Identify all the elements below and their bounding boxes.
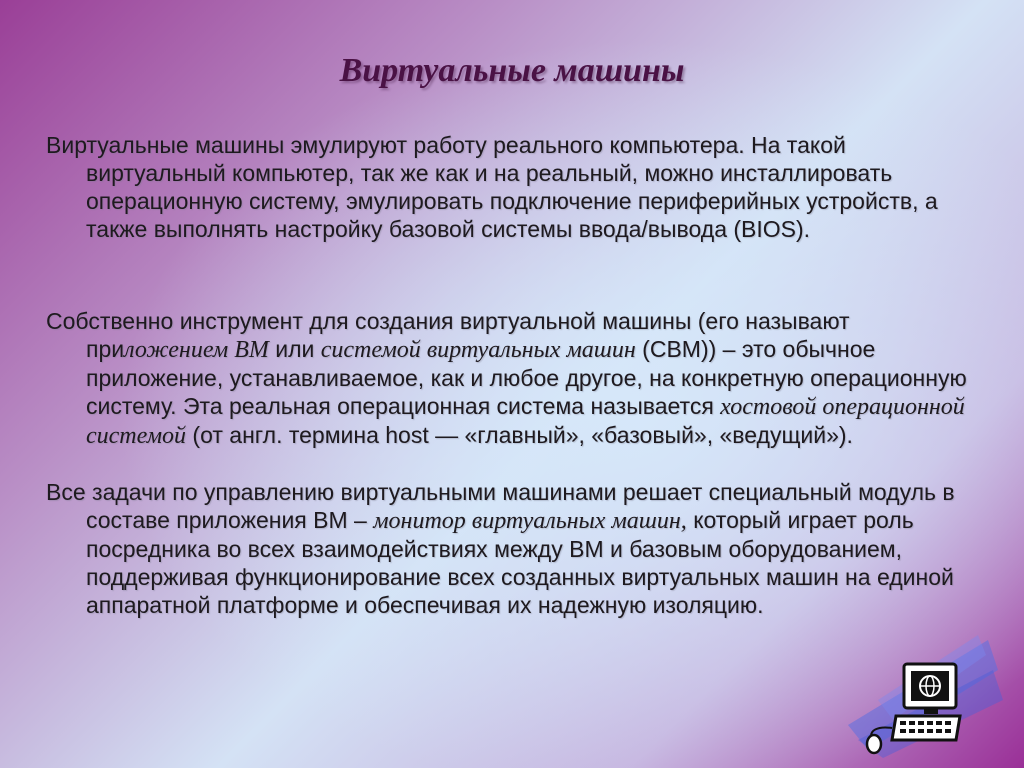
paragraph-intro [46, 131, 986, 243]
p3-text-1: Все задачи по управлению виртуальными машинами решает специальный модуль в составе приложения ВМ – [46, 479, 955, 533]
p2-term-vm-system: системой виртуальных машин [320, 337, 636, 363]
p2-term-host-os: хостовой операционной системой [86, 394, 965, 449]
p2-term-vm-app: ложением ВМ [124, 337, 269, 363]
p3-term-vm-monitor: монитор виртуальных машин, [373, 508, 687, 534]
paragraph-tool [46, 307, 986, 450]
p2-text-4: (от англ. термина host — «главный», «базовый», «ведущий»). [186, 422, 853, 448]
paragraph-intro-text: Виртуальные машины эмулируют работу реального компьютера. На такой виртуальный компьютер, так же как и на реальный, можно инсталлировать операционную систему, эмулировать подключение периферийных устройств, а также выполнять настройку базовой системы ввода/вывода (BIOS). [46, 132, 938, 242]
paragraph-monitor [46, 478, 986, 619]
p3-text-2: который играет роль посредника во всех взаимодействиях между ВМ и базовым оборудованием, поддерживая функционирование всех созданных виртуальных машин на единой аппаратной платформе и обеспечивая их надежную изоляцию. [86, 507, 954, 618]
p2-text-1: Собственно инструмент для создания виртуальной машины (его называют при [46, 308, 850, 362]
computer-globe-icon [838, 630, 1008, 760]
p2-text-3: (СВМ)) – это обычное приложение, устанавливаемое, как и любое другое, на конкретную операционную систему. Эта реальная операционная система называется [86, 336, 967, 419]
p2-text-2: или [268, 336, 321, 362]
slide-title: Виртуальные машины [339, 52, 685, 89]
